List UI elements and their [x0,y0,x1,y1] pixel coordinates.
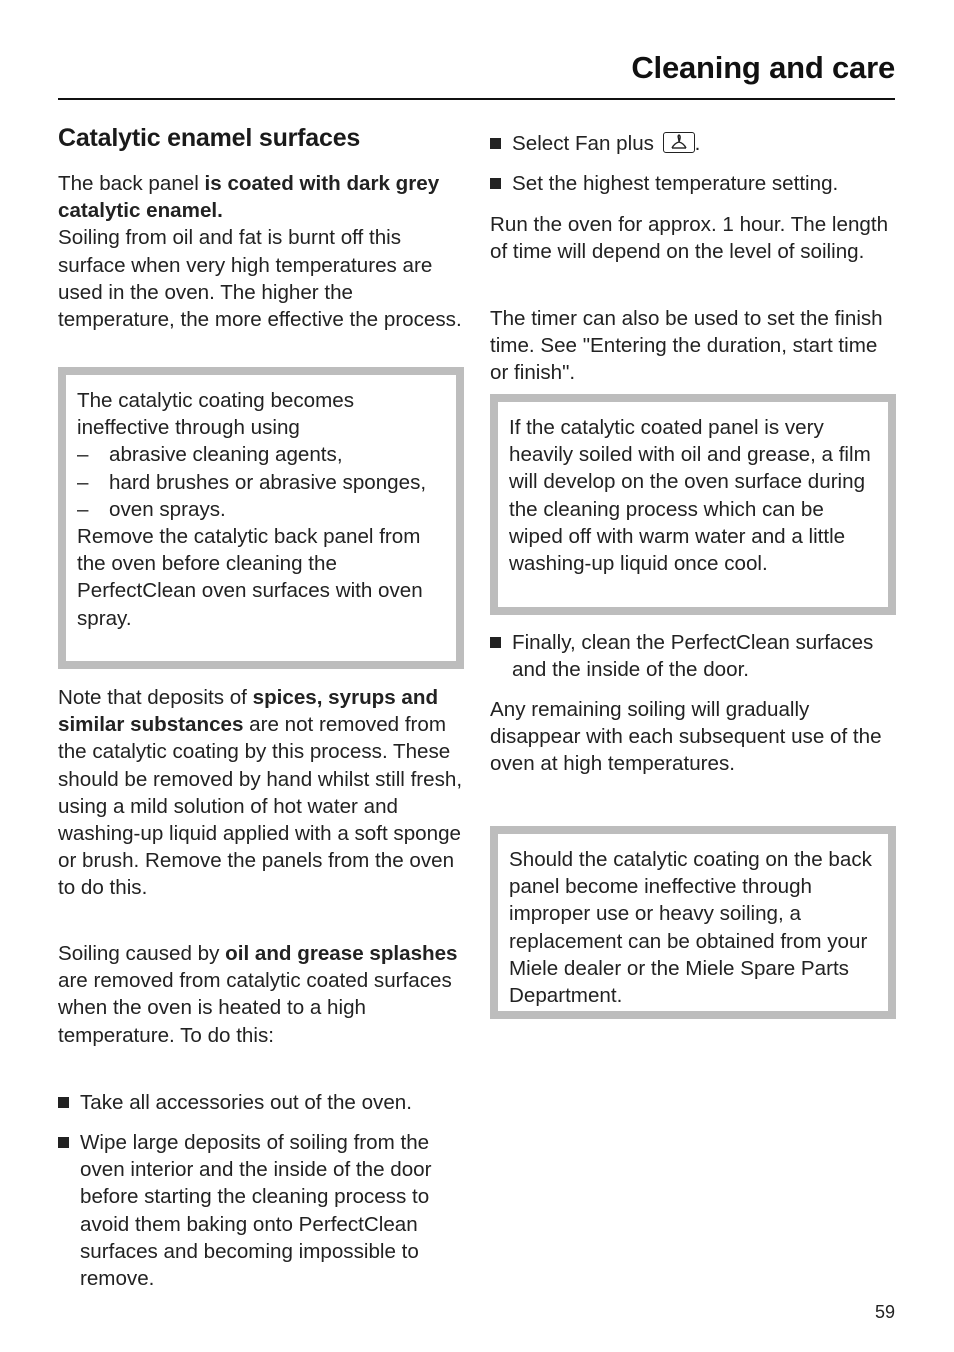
fan-plus-icon [663,132,695,153]
step-item [490,629,896,683]
intro-text-bold: is coated with dark grey catalytic enamel. [58,172,440,223]
note-paragraph [58,684,464,902]
note-text-a: Note that deposits of [58,686,253,709]
note-text-c: are not removed from the catalytic coating by this process. These should be removed by hand whilst still fresh, using a mild solution of hot water and washing-up liquid applied with a soft sponge or brush. Remove the panels from the oven to do this. [58,713,463,900]
step-fan-text: Select Fan plus [512,132,660,155]
section-title: Catalytic enamel surfaces [58,124,361,152]
square-bullet-icon [490,178,501,189]
square-bullet-icon [58,1137,69,1148]
intro-paragraph [58,170,464,333]
info-box-text: If the catalytic coated panel is very heavily soiled with oil and grease, a film will develop on the oven surface during the cleaning process which can be wiped off with warm water and a little washing-up liquid once cool. [509,416,871,576]
soiling-text-bold: oil and grease splashes [225,942,458,965]
dash-marker: – [77,470,89,494]
soiling-paragraph [58,940,464,1049]
remaining-paragraph: Any remaining soiling will gradually disappear with each subsequent use of the oven at high temperatures. [490,698,882,776]
warning-item-text: hard brushes or abrasive sponges, [109,470,427,494]
warning-box [58,367,464,669]
square-bullet-icon [490,138,501,149]
timer-paragraph: The timer can also be used to set the finish time. See "Entering the duration, start time or finish". [490,307,883,385]
step-text: Set the highest temperature setting. [512,172,839,195]
warning-tail: Remove the catalytic back panel from the oven before cleaning the PerfectClean oven surfaces with oven spray. [77,525,423,630]
info-box [490,394,896,615]
step-text: Take all accessories out of the oven. [80,1091,412,1114]
replacement-box-text: Should the catalytic coating on the back panel become ineffective through improper use or heavy soiling, a replacement can be obtained from your Miele dealer or the Miele Spare Parts Department. [509,848,872,1008]
warning-list-item [77,496,446,523]
run-paragraph: Run the oven for approx. 1 hour. The length of time will depend on the level of soiling. [490,213,889,264]
step-item [490,130,896,157]
replacement-box [490,826,896,1019]
soiling-text-c: are removed from catalytic coated surfaces when the oven is heated to a high temperature. To do this: [58,969,452,1047]
soiling-text-a: Soiling caused by [58,942,226,965]
square-bullet-icon [58,1097,69,1108]
step-text: Finally, clean the PerfectClean surfaces and the inside of the door. [512,631,874,682]
warning-item-text: abrasive cleaning agents, [109,443,343,467]
warning-list-item [77,441,446,468]
note-text-bold: spices, syrups and similar substances [58,686,439,737]
intro-text-c: Soiling from oil and fat is burnt off this surface when very high temperatures are used in the oven. The higher the temperature, the more effective the process. [58,226,462,332]
warning-list-item [77,469,446,496]
step-item [58,1129,464,1292]
square-bullet-icon [490,637,501,648]
page-number: 59 [874,1302,895,1322]
step-item [490,170,896,197]
dash-marker: – [77,497,89,521]
dash-marker: – [77,443,89,467]
step-text: Wipe large deposits of soiling from the oven interior and the inside of the door before starting the cleaning process to avoid them baking onto PerfectClean surfaces and becoming impossible to remove. [80,1131,432,1291]
intro-text-a: The back panel [58,172,205,195]
warning-item-text: oven sprays. [109,497,226,521]
step-fan-end: . [694,132,701,155]
warning-lead: The catalytic coating becomes ineffective through using [77,389,355,440]
header-rule [58,98,895,100]
step-item [58,1089,464,1116]
page-header-title: Cleaning and care [631,50,895,85]
